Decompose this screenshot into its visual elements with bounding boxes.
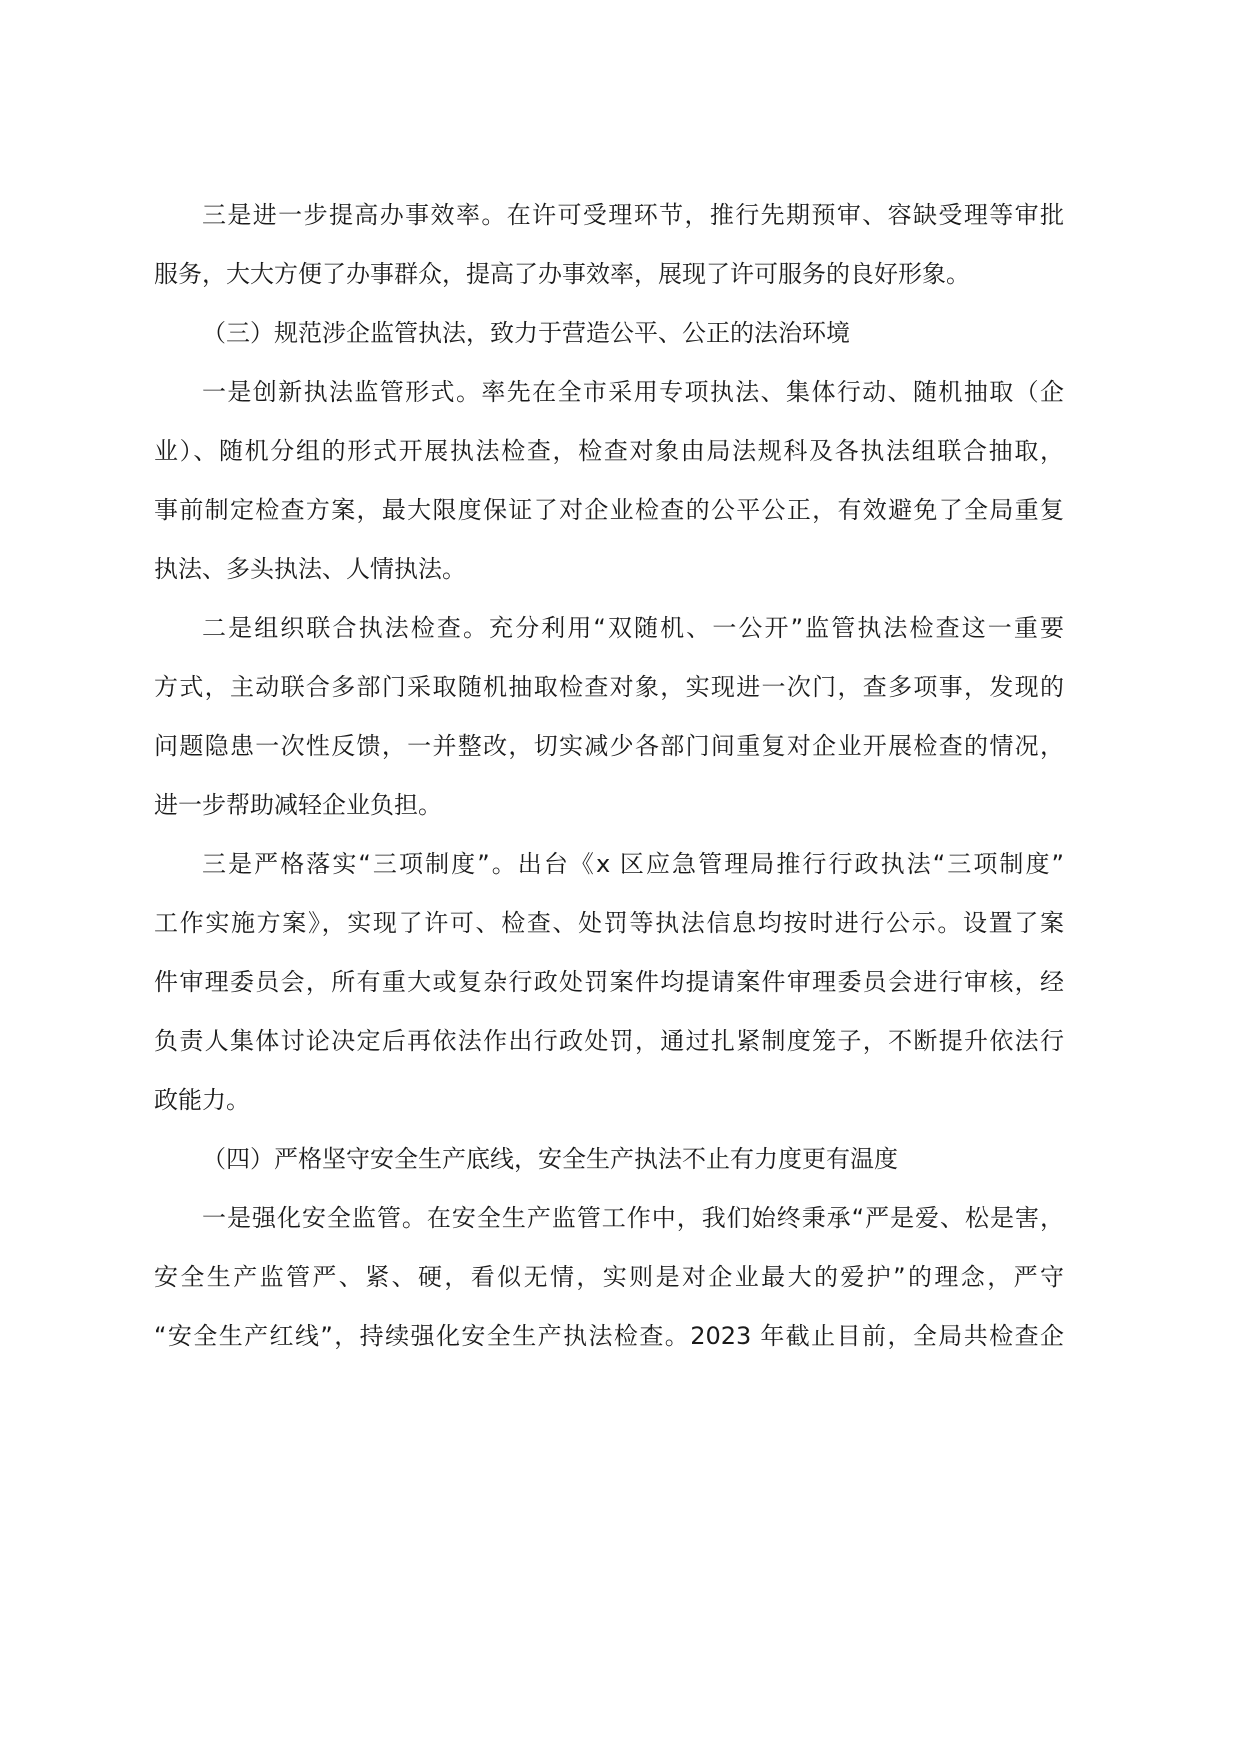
section-heading: （四）严格坚守安全生产底线，安全生产执法不止有力度更有温度 (202, 1145, 898, 1173)
paragraph-line: 业）、随机分组的形式开展执法检查，检查对象由局法规科及各执法组联合抽取， (154, 437, 1064, 465)
paragraph-line: 方式，主动联合多部门采取随机抽取检查对象，实现进一次门，查多项事，发现的 (154, 673, 1064, 701)
paragraph-line: 二是组织联合执法检查。充分利用“双随机、一公开”监管执法检查这一重要 (202, 614, 1064, 642)
paragraph-line: 服务，大大方便了办事群众，提高了办事效率，展现了许可服务的良好形象。 (154, 260, 970, 288)
paragraph-line: 安全生产监管严、紧、硬，看似无情，实则是对企业最大的爱护”的理念，严守 (154, 1263, 1064, 1291)
paragraph-line: 执法、多头执法、人情执法。 (154, 555, 466, 583)
paragraph-line: 一是强化安全监管。在安全生产监管工作中，我们始终秉承“严是爱、松是害， (202, 1204, 1064, 1232)
paragraph-line: 负责人集体讨论决定后再依法作出行政处罚，通过扎紧制度笼子，不断提升依法行 (154, 1027, 1064, 1055)
paragraph-line: 件审理委员会，所有重大或复杂行政处罚案件均提请案件审理委员会进行审核，经 (154, 968, 1064, 996)
paragraph-line: 问题隐患一次性反馈，一并整改，切实减少各部门间重复对企业开展检查的情况， (154, 732, 1064, 760)
paragraph-line: 三是进一步提高办事效率。在许可受理环节，推行先期预审、容缺受理等审批 (202, 201, 1064, 229)
paragraph-line: 事前制定检查方案，最大限度保证了对企业检查的公平公正，有效避免了全局重复 (154, 496, 1064, 524)
section-heading: （三）规范涉企监管执法，致力于营造公平、公正的法治环境 (202, 319, 850, 347)
paragraph-line: 一是创新执法监管形式。率先在全市采用专项执法、集体行动、随机抽取（企 (202, 378, 1064, 406)
paragraph-line: “安全生产红线”，持续强化安全生产执法检查。2023 年截止目前，全局共检查企 (154, 1322, 1064, 1350)
paragraph-line: 工作实施方案》，实现了许可、检查、处罚等执法信息均按时进行公示。设置了案 (154, 909, 1064, 937)
paragraph-line: 三是严格落实“三项制度”。出台《x 区应急管理局推行行政执法“三项制度” (202, 850, 1064, 878)
paragraph-line: 进一步帮助减轻企业负担。 (154, 791, 442, 819)
paragraph-line: 政能力。 (154, 1086, 250, 1114)
